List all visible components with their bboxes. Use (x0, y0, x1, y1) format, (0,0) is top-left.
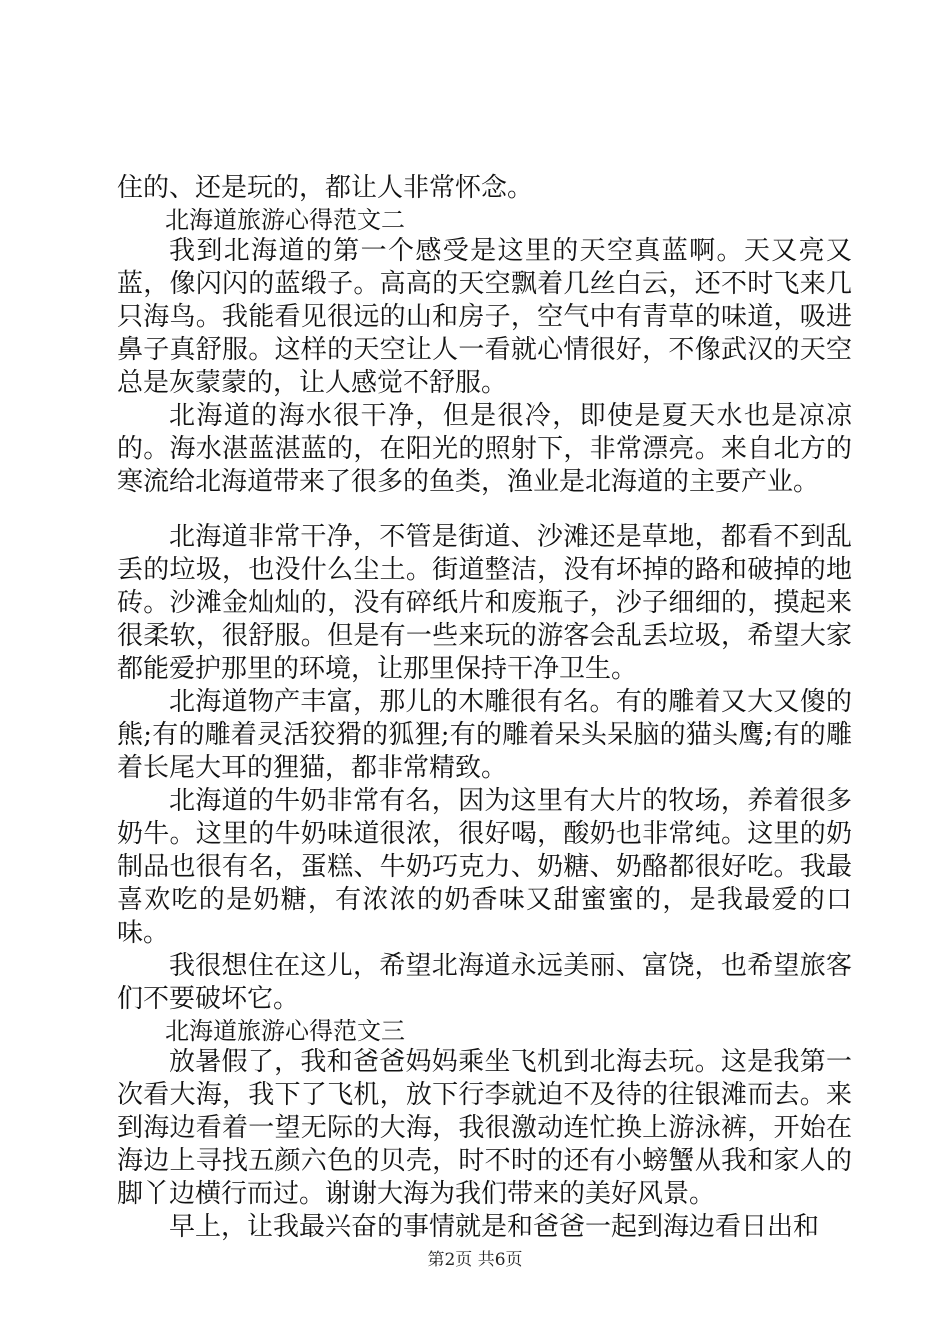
paragraph-sky: 我到北海道的第一个感受是这里的天空真蓝啊。天又亮又蓝，像闪闪的蓝缎子。高高的天空飘着几丝白云，还不时飞来几只海鸟。我能看见很远的山和房子，空气中有青草的味道，吸进鼻子真舒服。这样的天空让人一看就心情很好，不像武汉的天空总是灰蒙蒙的，让人感觉不舒服。 (117, 236, 852, 398)
paragraph-woodcarving: 北海道物产丰富，那儿的木雕很有名。有的雕着又大又傻的熊;有的雕着灵活狡猾的狐狸;有的雕着呆头呆脑的猫头鹰;有的雕着长尾大耳的狸猫，都非常精致。 (117, 687, 852, 783)
paragraph-milk: 北海道的牛奶非常有名，因为这里有大片的牧场，养着很多奶牛。这里的牛奶味道很浓，很好喝，酸奶也非常纯。这里的奶制品也很有名，蛋糕、牛奶巧克力、奶糖、奶酪都很好吃。我最喜欢吃的是奶糖，有浓浓的奶香味又甜蜜蜜的，是我最爱的口味。 (117, 786, 852, 948)
paragraph-continuation: 住的、还是玩的，都让人非常怀念。 (117, 173, 534, 203)
section-heading-3: 北海道旅游心得范文三 (165, 1017, 405, 1045)
section-heading-2: 北海道旅游心得范文二 (165, 206, 405, 234)
document-body (117, 172, 852, 1244)
paragraph-sunrise: 早上，让我最兴奋的事情就是和爸爸一起到海边看日出和 (169, 1212, 820, 1242)
page-number-footer: 第2页 共6页 (427, 1250, 523, 1270)
paragraph-wish: 我很想住在这儿，希望北海道永远美丽、富饶，也希望旅客们不要破坏它。 (117, 951, 852, 1014)
paragraph-gap (117, 499, 852, 521)
paragraph-clean: 北海道非常干净，不管是街道、沙滩还是草地，都看不到乱丢的垃圾，也没什么尘土。街道整洁，没有坏掉的路和破掉的地砖。沙滩金灿灿的，没有碎纸片和废瓶子，沙子细细的，摸起来很柔软，很舒服。但是有一些来玩的游客会乱丢垃圾，希望大家都能爱护那里的环境，让那里保持干净卫生。 (117, 522, 852, 684)
paragraph-sea: 北海道的海水很干净，但是很冷，即使是夏天水也是凉凉的。海水湛蓝湛蓝的，在阳光的照射下，非常漂亮。来自北方的寒流给北海道带来了很多的鱼类，渔业是北海道的主要产业。 (117, 401, 852, 497)
paragraph-beach: 放暑假了，我和爸爸妈妈乘坐飞机到北海去玩。这是我第一次看大海，我下了飞机，放下行李就迫不及待的往银滩而去。来到海边看着一望无际的大海，我很激动连忙换上游泳裤，开始在海边上寻找五颜六色的贝壳，时不时的还有小螃蟹从我和家人的脚丫边横行而过。谢谢大海为我们带来的美好风景。 (117, 1047, 852, 1209)
